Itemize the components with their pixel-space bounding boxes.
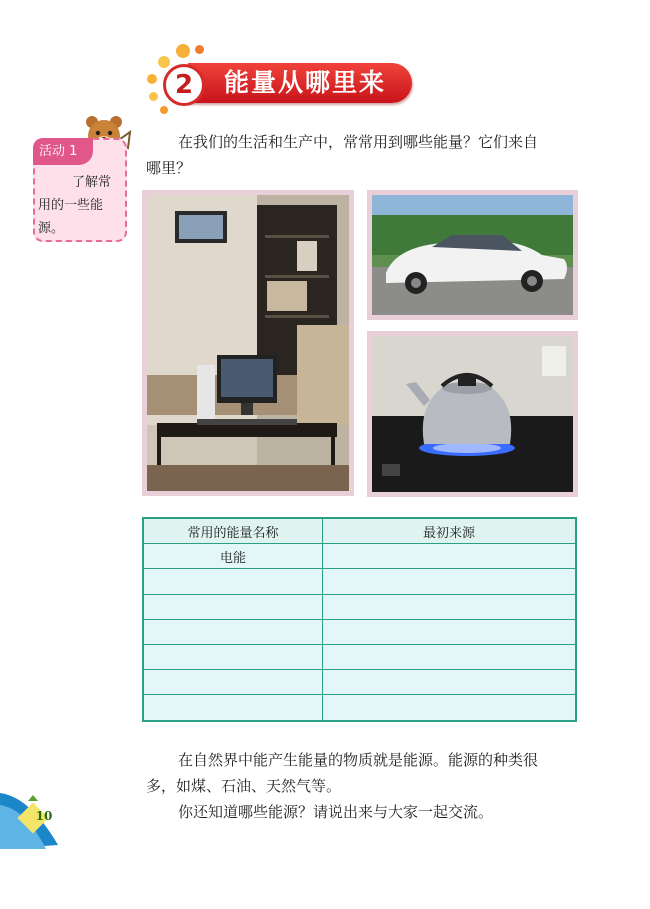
table-cell bbox=[143, 670, 323, 695]
section-title: 能量从哪里来 bbox=[224, 68, 387, 97]
activity-text bbox=[38, 171, 122, 240]
bottom-line2: 多，如煤、石油、天然气等。 bbox=[146, 777, 342, 795]
table-row bbox=[143, 619, 576, 644]
energy-source-table bbox=[142, 517, 577, 722]
table-header-origin: 最初来源 bbox=[323, 518, 577, 544]
table-row bbox=[143, 594, 576, 619]
table-row bbox=[143, 670, 576, 695]
table-cell: 电能 bbox=[143, 544, 323, 569]
intro-line2: 哪里？ bbox=[146, 159, 192, 177]
activity-tab: 活动 1 bbox=[33, 138, 93, 165]
table-cell bbox=[323, 670, 577, 695]
photo-car bbox=[367, 190, 578, 320]
table-cell bbox=[143, 594, 323, 619]
table-row bbox=[143, 569, 576, 594]
table-cell bbox=[323, 619, 577, 644]
table-row bbox=[143, 644, 576, 669]
table-cell bbox=[143, 695, 323, 721]
table-row bbox=[143, 544, 576, 569]
photo-kettle bbox=[367, 331, 578, 497]
activity-text-line3: 源。 bbox=[38, 221, 65, 236]
page-number: 10 bbox=[35, 809, 53, 823]
bottom-line1: 在自然界中能产生能量的物质就是能源。能源的种类很 bbox=[178, 751, 539, 769]
table-cell bbox=[143, 619, 323, 644]
table-row bbox=[143, 695, 576, 721]
table-cell bbox=[143, 569, 323, 594]
activity-text-line2: 用的一些能 bbox=[38, 198, 104, 213]
activity-text-line1: 了解常 bbox=[72, 175, 112, 190]
table-cell bbox=[323, 644, 577, 669]
table-cell bbox=[323, 569, 577, 594]
table-cell bbox=[143, 644, 323, 669]
table-header-energy-name: 常用的能量名称 bbox=[143, 518, 323, 544]
section-number: 2 bbox=[163, 64, 205, 106]
bottom-line3: 你还知道哪些能源？请说出来与大家一起交流。 bbox=[178, 803, 494, 821]
table-cell bbox=[323, 594, 577, 619]
section-title-banner bbox=[188, 63, 412, 103]
table-cell bbox=[323, 695, 577, 721]
table-header-row bbox=[143, 518, 576, 544]
intro-line1: 在我们的生活和生产中，常常用到哪些能量？它们来自 bbox=[178, 133, 539, 151]
table-cell bbox=[323, 544, 577, 569]
photo-living-room bbox=[142, 190, 354, 496]
